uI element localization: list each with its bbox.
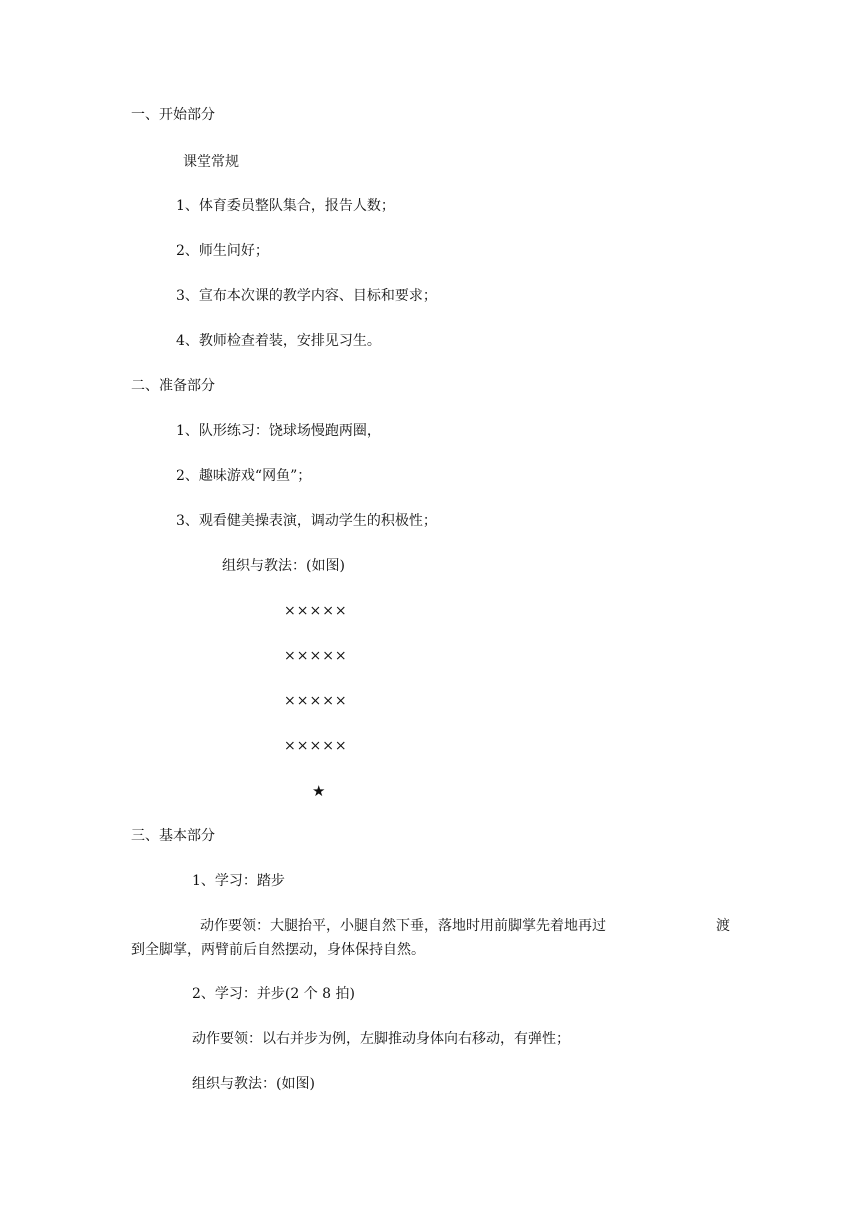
- action-essentials-line1-tail: 渡: [716, 918, 730, 934]
- section-heading-basic: 三、基本部分: [131, 828, 215, 844]
- list-item: 2、学习：并步(2 个 8 拍): [192, 986, 355, 1002]
- list-item: 3、观看健美操表演，调动学生的积极性；: [176, 513, 437, 529]
- section-heading-preparation: 二、准备部分: [131, 378, 215, 394]
- list-item: 2、趣味游戏“网鱼”；: [176, 468, 312, 484]
- formation-row: ×××××: [284, 648, 348, 664]
- action-essentials-line2: 到全脚掌，两臂前后自然摆动，身体保持自然。: [131, 942, 425, 958]
- teacher-star-icon: ★: [312, 782, 326, 800]
- list-item: 4、教师检查着装，安排见习生。: [176, 333, 381, 349]
- list-item: 2、师生问好；: [176, 243, 269, 259]
- list-item: 1、体育委员整队集合，报告人数；: [176, 198, 395, 214]
- list-item: 3、宣布本次课的教学内容、目标和要求；: [176, 288, 437, 304]
- action-essentials-line1: 动作要领：大腿抬平，小腿自然下垂，落地时用前脚掌先着地再过: [200, 918, 606, 934]
- formation-row: ×××××: [284, 693, 348, 709]
- subheading-class-routine: 课堂常规: [183, 154, 239, 170]
- organization-label: 组织与教法：(如图): [192, 1076, 315, 1092]
- section-heading-start: 一、开始部分: [131, 107, 215, 123]
- formation-row: ×××××: [284, 738, 348, 754]
- list-item: 1、队形练习：饶球场慢跑两圈，: [176, 423, 381, 439]
- list-item: 1、学习：踏步: [192, 873, 285, 889]
- organization-label: 组织与教法：(如图): [222, 558, 345, 574]
- formation-row: ×××××: [284, 603, 348, 619]
- action-essentials: 动作要领：以右并步为例，左脚推动身体向右移动，有弹性；: [192, 1031, 570, 1047]
